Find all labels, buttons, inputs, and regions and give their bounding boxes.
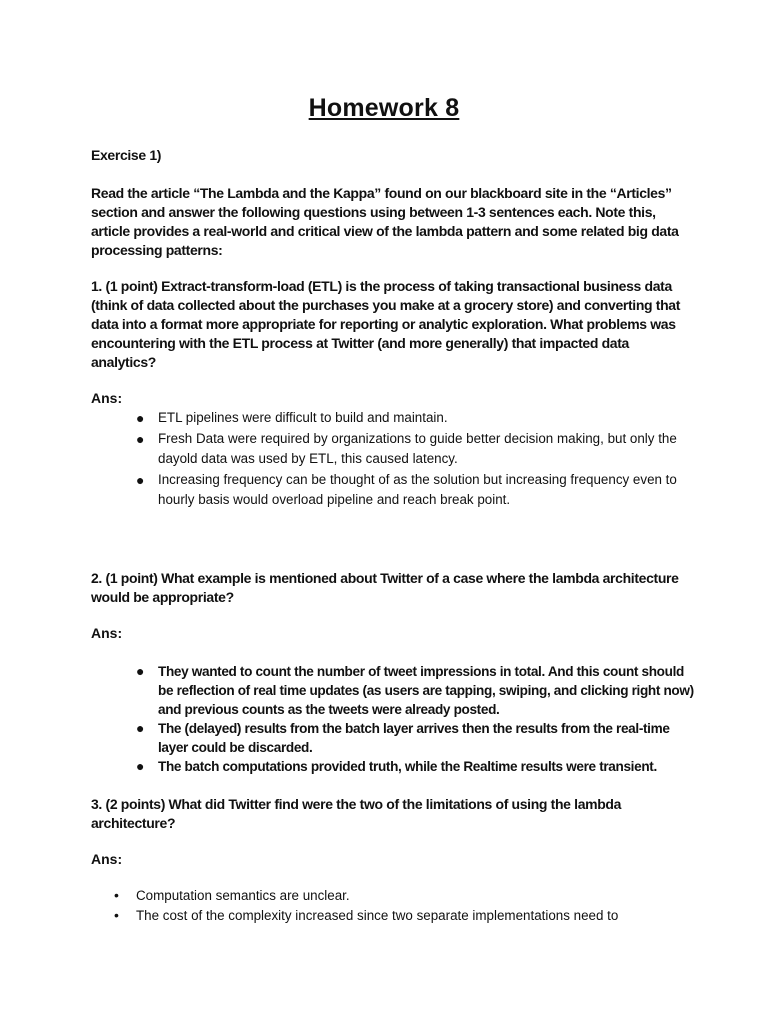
bullet-icon: ●	[136, 430, 145, 447]
question-3: 3. (2 points) What did Twitter find were the two of the limitations of using the lambda architecture?	[91, 796, 622, 831]
answer-list-3	[114, 886, 696, 925]
answer-list-1	[136, 408, 698, 511]
exercise-label: Exercise 1)	[91, 147, 162, 163]
bullet-icon: ●	[136, 663, 145, 679]
intro-paragraph: Read the article “The Lambda and the Kappa” found on our blackboard site in the “Articles” section and answer the following questions using between 1-3 sentences each. Note this, article provides a real-world and critical view of the lambda pattern and some related big data processing patterns:	[91, 185, 679, 258]
bullet-icon: ●	[136, 758, 145, 774]
page-title: Homework 8	[308, 94, 460, 122]
bullet-icon: ●	[136, 410, 145, 426]
list-item: • The cost of the complexity increased since two separate implementations need to	[136, 906, 696, 926]
answer-label-3: Ans:	[91, 851, 123, 867]
answer-label-2: Ans:	[91, 625, 123, 641]
question-2: 2. (1 point) What example is mentioned about Twitter of a case where the lambda architecture would be appropriate?	[91, 570, 679, 605]
bullet-icon: ●	[136, 720, 145, 736]
list-item: ● The batch computations provided truth, while the Realtime results were transient.	[136, 758, 657, 774]
answer-label-1: Ans:	[91, 390, 123, 406]
bullet-icon: •	[114, 887, 119, 903]
bullet-icon: •	[114, 906, 119, 923]
list-item: • Computation semantics are unclear.	[136, 886, 696, 906]
answer-list-2	[136, 662, 698, 776]
list-item: ● ETL pipelines were difficult to build and maintain.	[158, 408, 698, 429]
bullet-icon: ●	[136, 471, 145, 488]
list-item: ● Increasing frequency can be thought of as the solution but increasing frequency even to hourly basis would overload pipeline and reach break point.	[136, 471, 677, 507]
list-item: ● The (delayed) results from the batch layer arrives then the results from the real-time layer could be discarded.	[136, 720, 670, 755]
question-1: 1. (1 point) Extract-transform-load (ETL) is the process of taking transactional business data (think of data collected about the purchases you make at a grocery store) and converting that data into a format more appropriate for reporting or analytic exploration. What problems was encountering with the ETL process at Twitter (and more generally) that impacted data analytics?	[91, 278, 681, 370]
list-item: ● They wanted to count the number of tweet impressions in total. And this count should be reflection of real time updates (as users are tapping, swiping, and clicking right now) and previous counts as the tweets were already posted.	[136, 663, 694, 717]
list-item: ● Fresh Data were required by organizations to guide better decision making, but only the dayold data was used by ETL, this caused latency.	[136, 430, 677, 466]
